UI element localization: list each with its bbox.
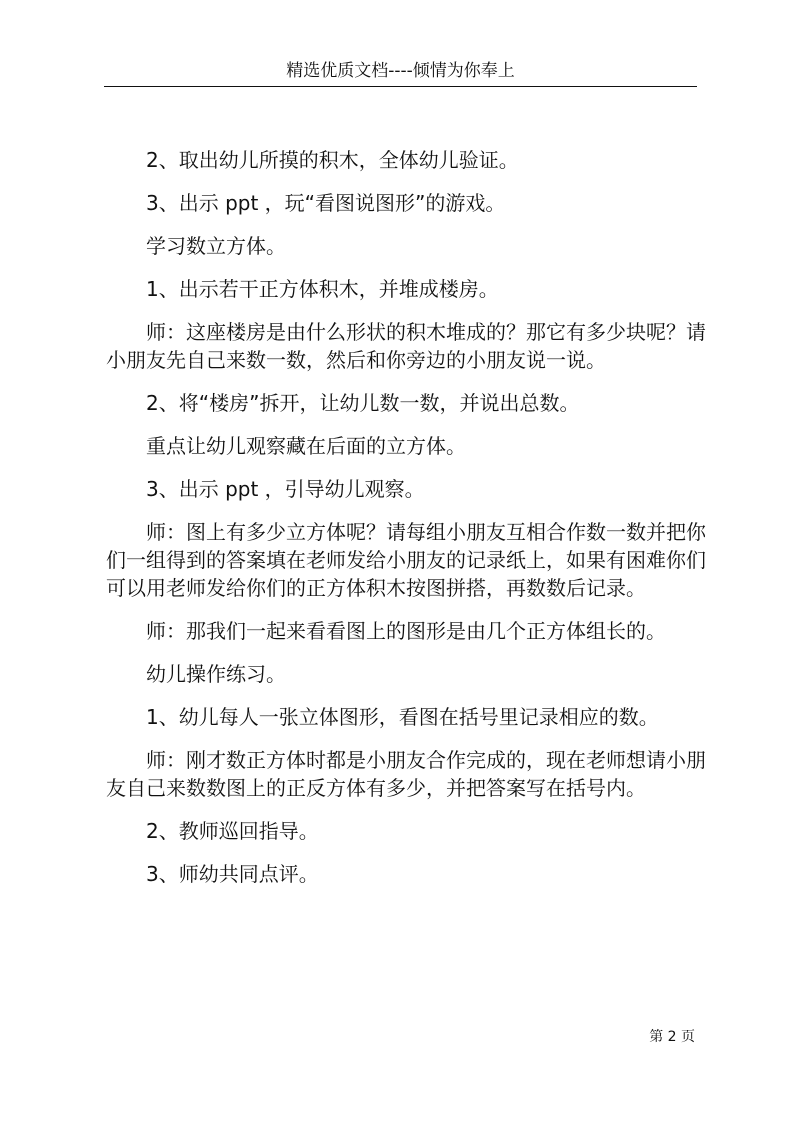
paragraph: 师：这座楼房是由什么形状的积木堆成的？那它有多少块呢？请小朋友先自己来数一数，然后和你旁边的小朋友说一说。 (106, 320, 706, 372)
header-divider (104, 86, 697, 87)
paragraph: 幼儿操作练习。 (146, 662, 286, 686)
paragraph: 2、教师巡回指导。 (146, 819, 319, 843)
paragraph: 2、将“楼房”拆开，让幼儿数一数，并说出总数。 (146, 391, 580, 415)
paragraph: 学习数立方体。 (146, 234, 286, 258)
paragraph: 1、幼儿每人一张立体图形，看图在括号里记录相应的数。 (146, 705, 659, 729)
paragraph: 师：那我们一起来看看图上的图形是由几个正方体组长的。 (146, 619, 666, 643)
paragraph: 师：刚才数正方体时都是小朋友合作完成的，现在老师想请小朋友自己来数数图上的正反方体有多少，并把答案写在括号内。 (106, 748, 706, 800)
paragraph: 1、出示若干正方体积木，并堆成楼房。 (146, 277, 499, 301)
paragraph: 3、出示 ppt ，玩“看图说图形”的游戏。 (146, 191, 506, 215)
paragraph: 3、师幼共同点评。 (146, 862, 319, 886)
page-number: 第 2 页 (649, 1029, 695, 1045)
paragraph: 重点让幼儿观察藏在后面的立方体。 (146, 434, 466, 458)
paragraph: 师：图上有多少立方体呢？请每组小朋友互相合作数一数并把你们一组得到的答案填在老师发给小朋友的记录纸上，如果有困难你们可以用老师发给你们的正方体积木按图拼搭，再数数后记录。 (106, 520, 706, 600)
document-body (106, 146, 706, 903)
page-header: 精选优质文档----倾情为你奉上 (286, 61, 515, 81)
paragraph: 2、取出幼儿所摸的积木，全体幼儿验证。 (146, 148, 519, 172)
paragraph: 3、出示 ppt ，引导幼儿观察。 (146, 477, 425, 501)
